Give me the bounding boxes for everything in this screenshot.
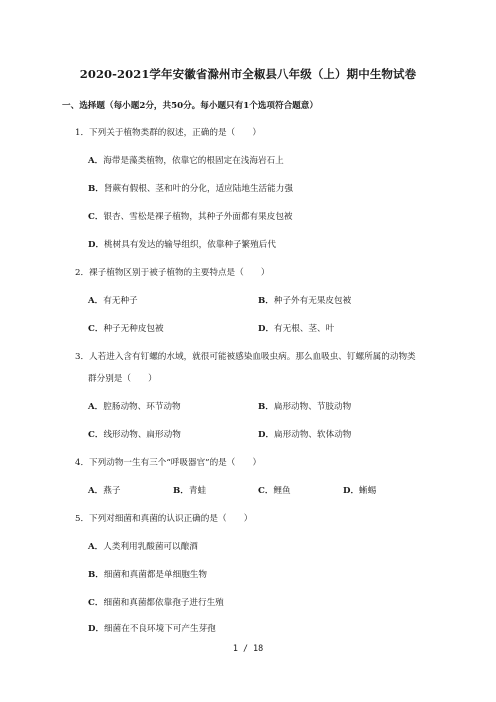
option-letter: B． [258,402,274,412]
option-letter: D． [88,240,105,250]
q4-option-b [173,484,206,496]
q2-option-a [88,294,138,306]
option-letter: B． [88,184,104,194]
q3-option-a [88,400,181,412]
section-heading: 一、选择题（每小题2分，共50分。每小题只有1个选项符合题意） [62,101,318,111]
q3-option-d [258,428,351,440]
option-letter: D． [343,486,360,496]
option-text: 有无根、茎、叶 [274,324,335,334]
option-text: 扁形动物、节肢动物 [273,402,352,412]
q2-option-c [88,322,164,334]
q4-option-a [88,484,120,496]
option-text: 桃树具有发达的输导组织，依靠种子繁殖后代 [104,240,276,250]
option-text: 细菌和真菌都是单细胞生物 [103,570,207,580]
page-title: 2020-2021学年安徽省滁州市全椒县八年级（上）期中生物试卷 [79,67,417,81]
option-text: 细菌和真菌都依靠孢子进行生殖 [103,598,224,608]
option-text: 蜥蜴 [359,486,377,496]
option-letter: B． [88,570,104,580]
option-letter: A． [88,486,104,496]
q1-option-c [88,210,293,222]
option-letter: D． [258,430,275,440]
option-text: 有无种子 [103,296,138,306]
option-text: 腔肠动物、环节动物 [103,402,181,412]
q5-option-a [88,540,198,552]
option-text: 燕子 [103,486,121,496]
option-letter: B． [258,296,274,306]
q1-option-d [88,238,276,250]
question-3-continued: 群分别是（ ） [88,374,157,384]
option-text: 线形动物、扁形动物 [103,430,181,440]
option-letter: D． [88,624,105,634]
q2-option-d [258,322,334,334]
q1-option-a [88,154,284,166]
q3-option-b [258,400,351,412]
q4-option-c [258,484,291,496]
option-letter: C． [88,212,104,222]
option-text: 肾蕨有假根、茎和叶的分化，适应陆地生活能力强 [103,184,293,194]
option-text: 青蛙 [188,486,207,496]
q4-option-d [343,484,376,496]
option-letter: A． [88,296,104,306]
option-text: 扁形动物、软体动物 [274,430,352,440]
option-letter: A． [88,156,104,166]
option-letter: B． [173,486,189,496]
question-2: 2．裸子植物区别于被子植物的主要特点是（ ） [75,268,270,278]
q5-option-c [88,596,224,608]
option-text: 银杏、雪松是裸子植物，其种子外面都有果皮包被 [103,212,293,222]
option-text: 细菌在不良环境下可产生芽孢 [104,624,216,634]
option-letter: C． [88,598,104,608]
option-text: 种子无种皮包被 [103,324,164,334]
page-number: 1 / 18 [232,643,264,653]
option-letter: A． [88,402,104,412]
option-letter: D． [258,324,275,334]
question-5: 5．下列对细菌和真菌的认识正确的是（ ） [75,514,253,524]
question-4: 4．下列动物一生有三个“呼吸器官”的是（ ） [75,458,262,468]
option-letter: C． [88,430,104,440]
q5-option-d [88,622,216,634]
option-letter: A． [88,542,104,552]
option-text: 种子外有无果皮包被 [273,296,352,306]
question-3: 3．人若进入含有钉螺的水域，就很可能被感染血吸虫病。那么血吸虫、钉螺所属的动物类 [75,352,416,362]
q1-option-b [88,182,293,194]
option-text: 海带是藻类植物，依靠它的根固定在浅海岩石上 [103,156,284,166]
option-letter: C． [88,324,104,334]
question-1: 1．下列关于植物类群的叙述，正确的是（ ） [75,128,261,138]
q2-option-b [258,294,351,306]
q5-option-b [88,568,207,580]
option-text: 人类利用乳酸菌可以酿酒 [103,542,198,552]
option-letter: C． [258,486,274,496]
q3-option-c [88,428,181,440]
option-text: 鲤鱼 [273,486,291,496]
